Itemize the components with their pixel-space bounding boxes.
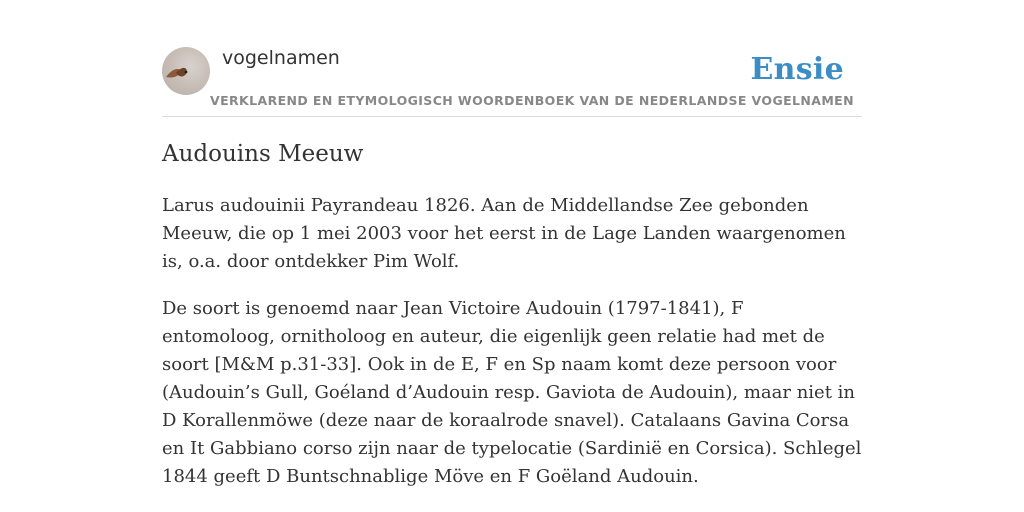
dictionary-subtitle: VERKLAREND EN ETYMOLOGISCH WOORDENBOEK VAN DE NEDERLANDSE VOGELNAMEN [210, 93, 854, 108]
dictionary-name-link[interactable]: vogelnamen [222, 47, 340, 69]
dictionary-header [162, 46, 862, 117]
ensie-logo-link[interactable]: Ensie [750, 52, 844, 87]
entry-paragraph: Larus audouinii Payrandeau 1826. Aan de Middellandse Zee gebonden Meeuw, die op 1 mei 2003 voor het eerst in de Lage Landen waargenomen is, o.a. door ontdekker Pim Wolf. [162, 195, 846, 272]
entry-paragraph: De soort is genoemd naar Jean Victoire Audouin (1797-1841), F entomoloog, ornitholoog en auteur, die eigenlijk geen relatie had met de soort [M&M p.31-33]. Ook in de E, F en Sp naam komt deze persoon voor (Audouin’s Gull, Goéland d’Audouin resp. Gaviota de Audouin), maar niet in D Korallenmöwe (deze naar de koraalrode snavel). Catalaans Gavina Corsa en It Gabbiano corso zijn naar de typelocatie (Sardinië en Corsica). Schlegel 1844 geeft D Buntschnablige Möve en F Goëland Audouin. [162, 298, 862, 487]
entry-content [162, 192, 862, 510]
entry-title: Audouins Meeuw [162, 141, 364, 167]
bird-avatar-icon[interactable] [162, 47, 210, 95]
